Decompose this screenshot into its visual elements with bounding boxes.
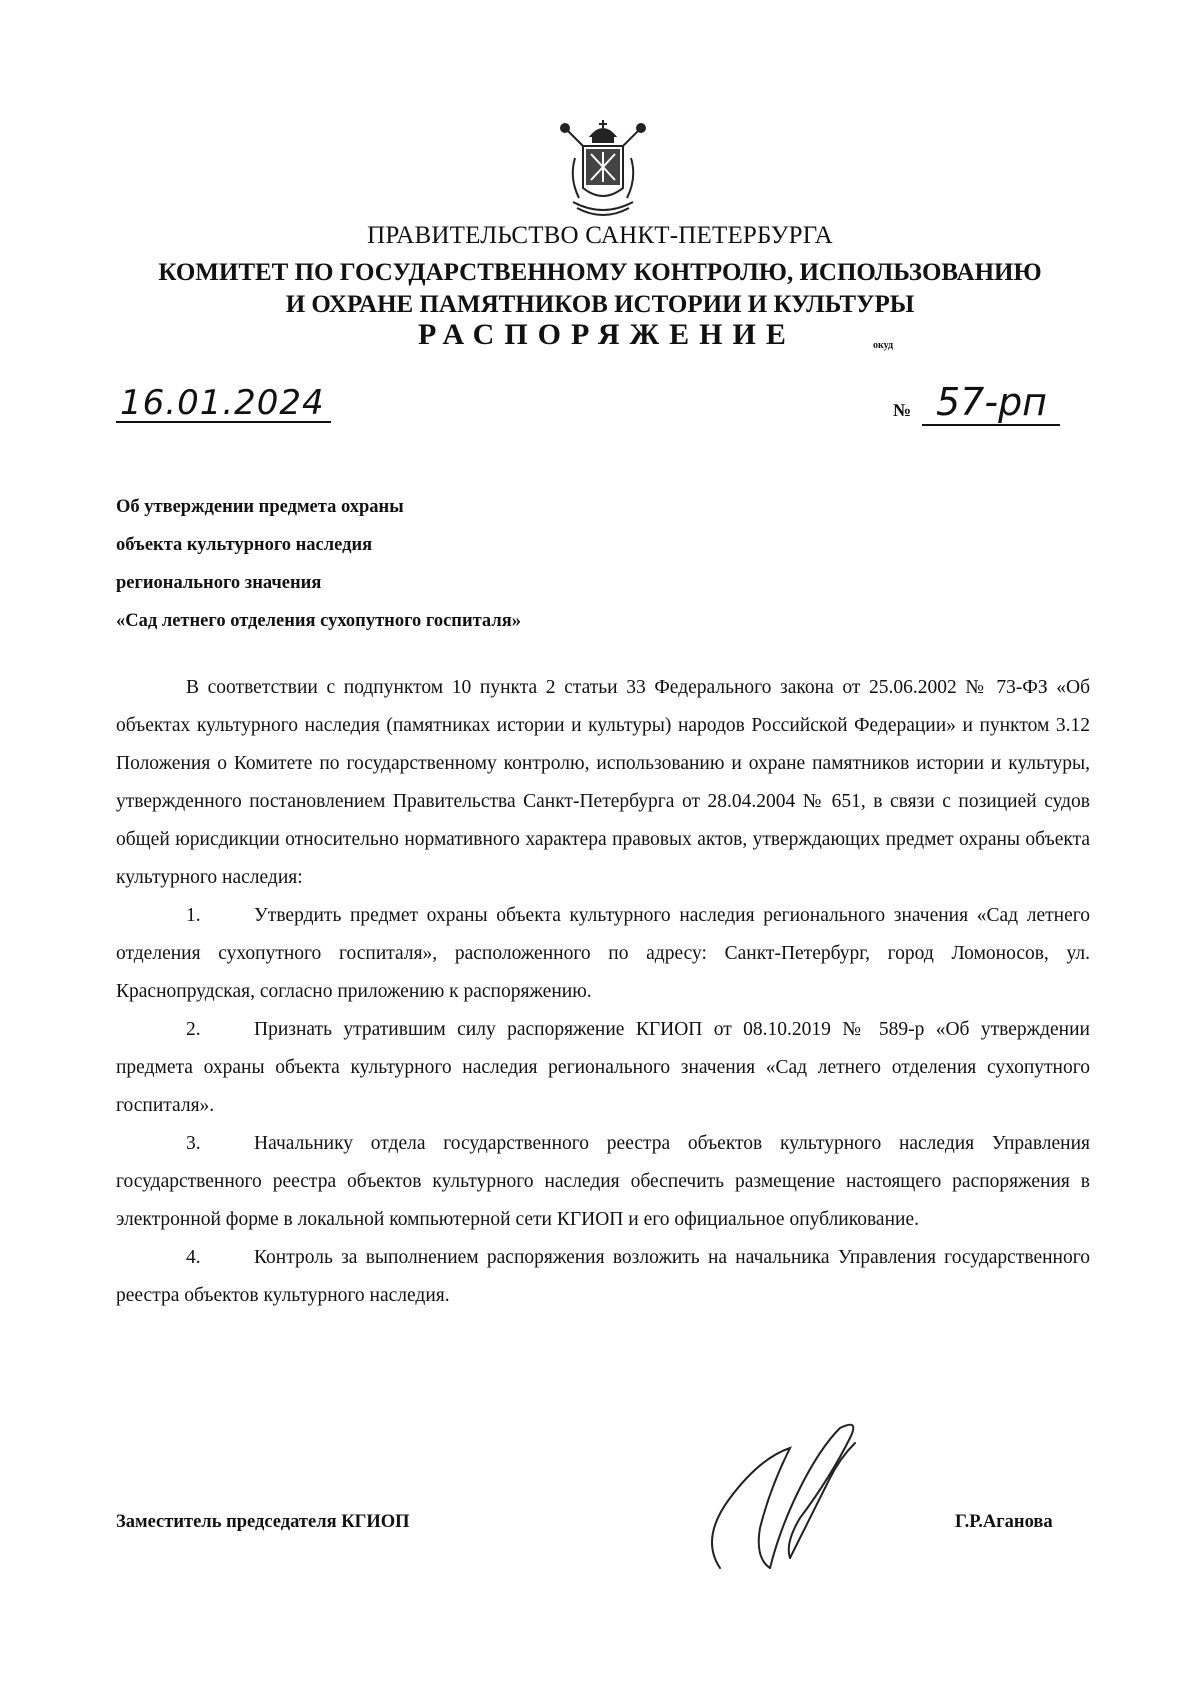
- item-text: Утвердить предмет охраны объекта культурного наследия регионального значения «Сад летнего отделения сухопутного госпиталя», расположенного по адресу: Санкт-Петербург, город Ломоносов, ул. Краснопрудская, согласно приложению к распоряжению.: [116, 905, 1090, 1002]
- signatory-role: Заместитель председателя КГИОП: [116, 1512, 410, 1532]
- committee-line-2: И ОХРАНЕ ПАМЯТНИКОВ ИСТОРИИ И КУЛЬТУРЫ: [285, 291, 915, 318]
- okud-label: окуд: [873, 340, 894, 351]
- subject-line: регионального значения: [116, 573, 322, 593]
- item-text: Начальнику отдела государственного реестра объектов культурного наследия Управления государственного реестра объектов культурного наследия обеспечить размещение настоящего распоряжения в электронной форме в локальной компьютерной сети КГИОП и его официальное опубликование.: [116, 1133, 1090, 1230]
- government-name: ПРАВИТЕЛЬСТВО САНКТ-ПЕТЕРБУРГА: [367, 222, 833, 249]
- document-number: 57-рп: [922, 380, 1060, 426]
- handwritten-signature-icon: [690, 1418, 890, 1578]
- number-sign: №: [893, 400, 912, 420]
- subject-line: объекта культурного наследия: [116, 535, 373, 555]
- item-text: Контроль за выполнением распоряжения возложить на начальника Управления государственного реестра объектов культурного наследия.: [116, 1247, 1090, 1306]
- item-number: 2.: [186, 1019, 201, 1040]
- committee-name: [0, 257, 1200, 321]
- item-number: 3.: [186, 1133, 201, 1154]
- item-number: 4.: [186, 1247, 201, 1268]
- preamble-paragraph: В соответствии с подпунктом 10 пункта 2 статьи 33 Федерального закона от 25.06.2002 № 73-ФЗ «Об объектах культурного наследия (памятниках истории и культуры) народов Российской Федерации» и пунктом 3.12 Положения о Комитете по государственному контролю, использованию и охране памятников истории и культуры, утвержденного постановлением Правительства Санкт-Петербурга от 28.04.2004 № 651, в связи с позицией судов общей юрисдикции относительно нормативного характера правовых актов, утверждающих предмет охраны объекта культурного наследия:: [116, 677, 1090, 888]
- order-item: [116, 1125, 1090, 1239]
- document-body: [116, 669, 1090, 1315]
- subject-line: «Сад летнего отделения сухопутного госпиталя»: [116, 611, 521, 631]
- signatory-name: Г.Р.Аганова: [955, 1512, 1053, 1532]
- document-type-title: РАСПОРЯЖЕНИЕ: [418, 318, 796, 351]
- committee-line-1: КОМИТЕТ ПО ГОСУДАРСТВЕННОМУ КОНТРОЛЮ, ИСПОЛЬЗОВАНИЮ: [158, 259, 1042, 286]
- item-number: 1.: [186, 905, 201, 926]
- subject-line: Об утверждении предмета охраны: [116, 497, 404, 517]
- document-subject: [116, 488, 521, 640]
- document-date: 16.01.2024: [116, 385, 331, 423]
- order-item: [116, 897, 1090, 1011]
- order-item: [116, 1239, 1090, 1315]
- order-item: [116, 1011, 1090, 1125]
- saint-petersburg-coat-of-arms-icon: [555, 118, 651, 218]
- item-text: Признать утратившим силу распоряжение КГИОП от 08.10.2019 № 589-р «Об утверждении предмета охраны объекта культурного наследия регионального значения «Сад летнего отделения сухопутного госпиталя».: [116, 1019, 1090, 1116]
